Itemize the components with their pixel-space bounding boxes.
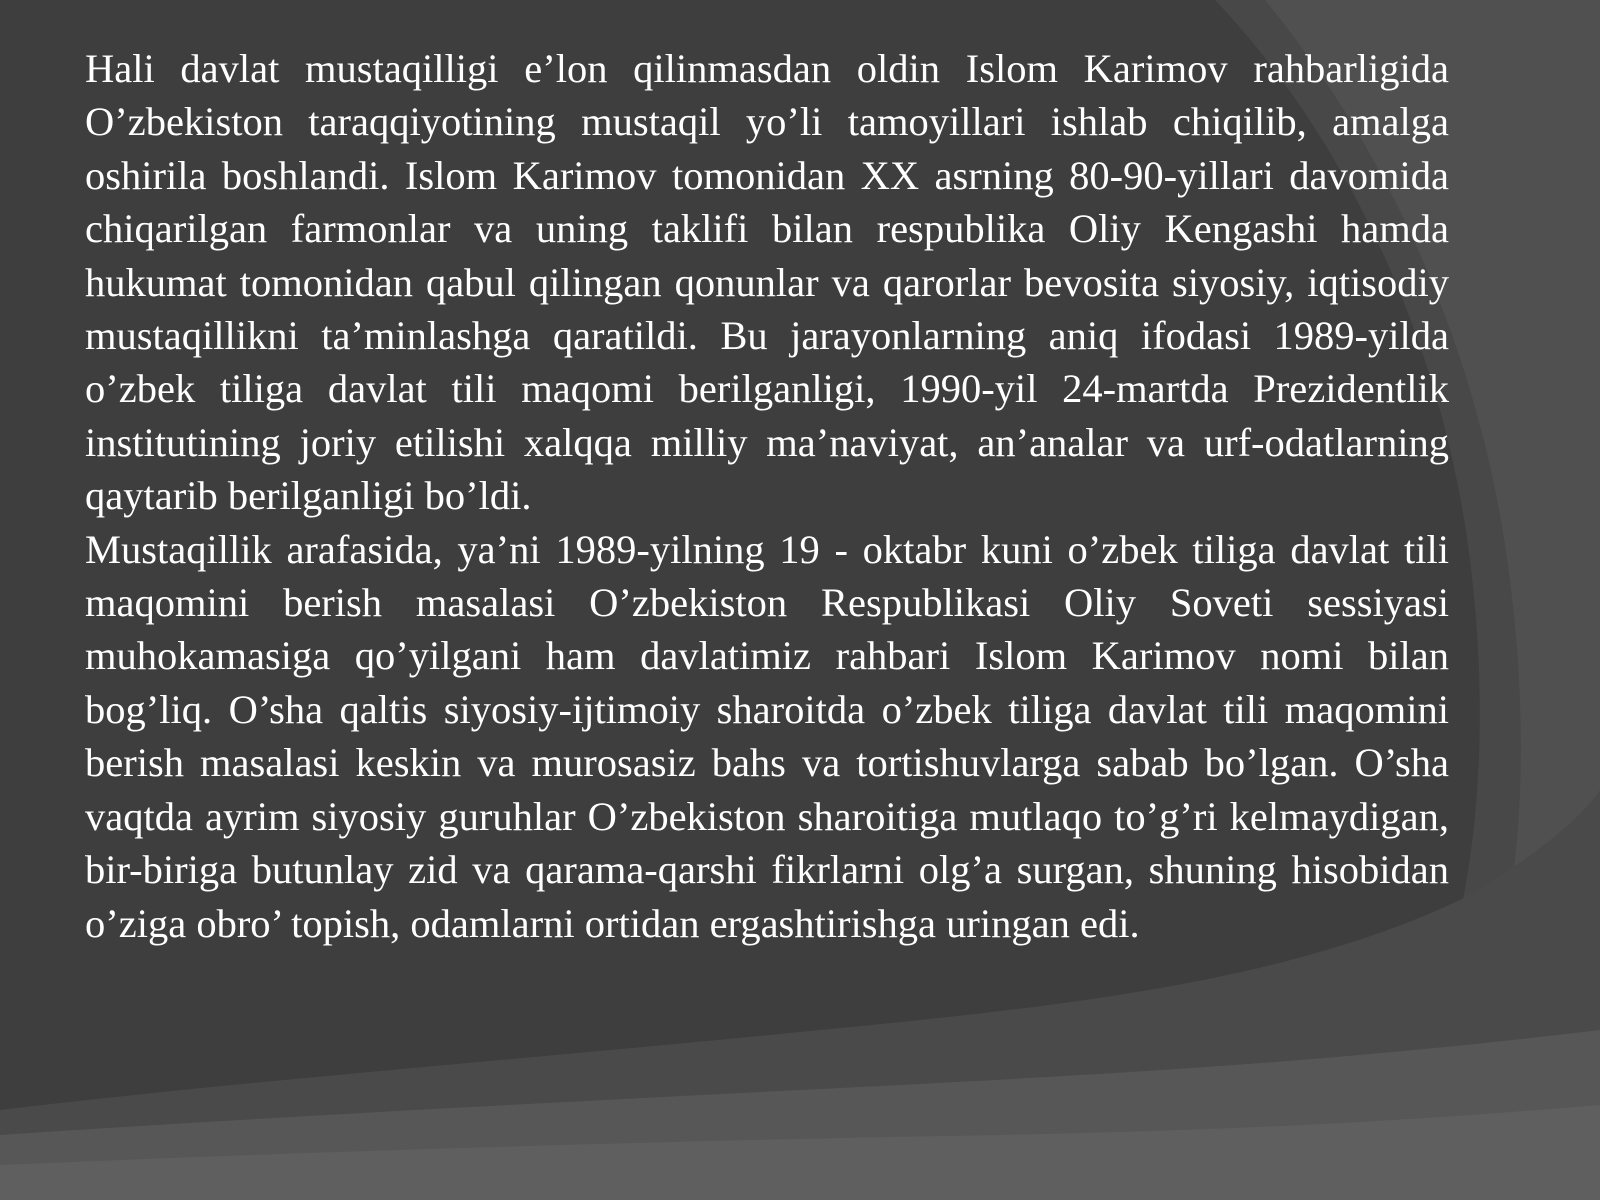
slide-body-text — [85, 42, 1449, 950]
paragraph-2: Mustaqillik arafasida, ya’ni 1989-yilning 19 - oktabr kuni o’zbek tiliga davlat tili maqomini berish masalasi O’zbekiston Respublikasi Oliy Soveti sessiyasi muhokamasiga qo’yilgani ham davlatimiz rahbari Islom Karimov nomi bilan bog’liq. O’sha qaltis siyosiy-ijtimoiy sharoitda o’zbek tiliga davlat tili maqomini berish masalasi keskin va murosasiz bahs va tortishuvlarga sabab bo’lgan. O’sha vaqtda ayrim siyosiy guruhlar O’zbekiston sharoitiga mutlaqo to’g’ri kelmaydigan, bir-biriga butunlay zid va qarama-qarshi fikrlarni olg’a surgan, shuning hisobidan o’ziga obro’ topish, odamlarni ortidan ergashtirishga uringan edi. — [85, 526, 1449, 946]
paragraph-1: Hali davlat mustaqilligi e’lon qilinmasdan oldin Islom Karimov rahbarligida O’zbekiston taraqqiyotining mustaqil yo’li tamoyillari ishlab chiqilib, amalga oshirila boshlandi. Islom Karimov tomonidan XX asrning 80-90-yillari davomida chiqarilgan farmonlar va uning taklifi bilan respublika Oliy Kengashi hamda hukumat tomonidan qabul qilingan qonunlar va qarorlar bevosita siyosiy, iqtisodiy mustaqillikni ta’minlashga qaratildi. Bu jarayonlarning aniq ifodasi 1989-yilda o’zbek tiliga davlat tili maqomi berilganligi, 1990-yil 24-martda Prezidentlik institutining joriy etilishi xalqqa milliy ma’naviyat, an’analar va urf-odatlarning qaytarib berilganligi bo’ldi. — [85, 46, 1449, 519]
